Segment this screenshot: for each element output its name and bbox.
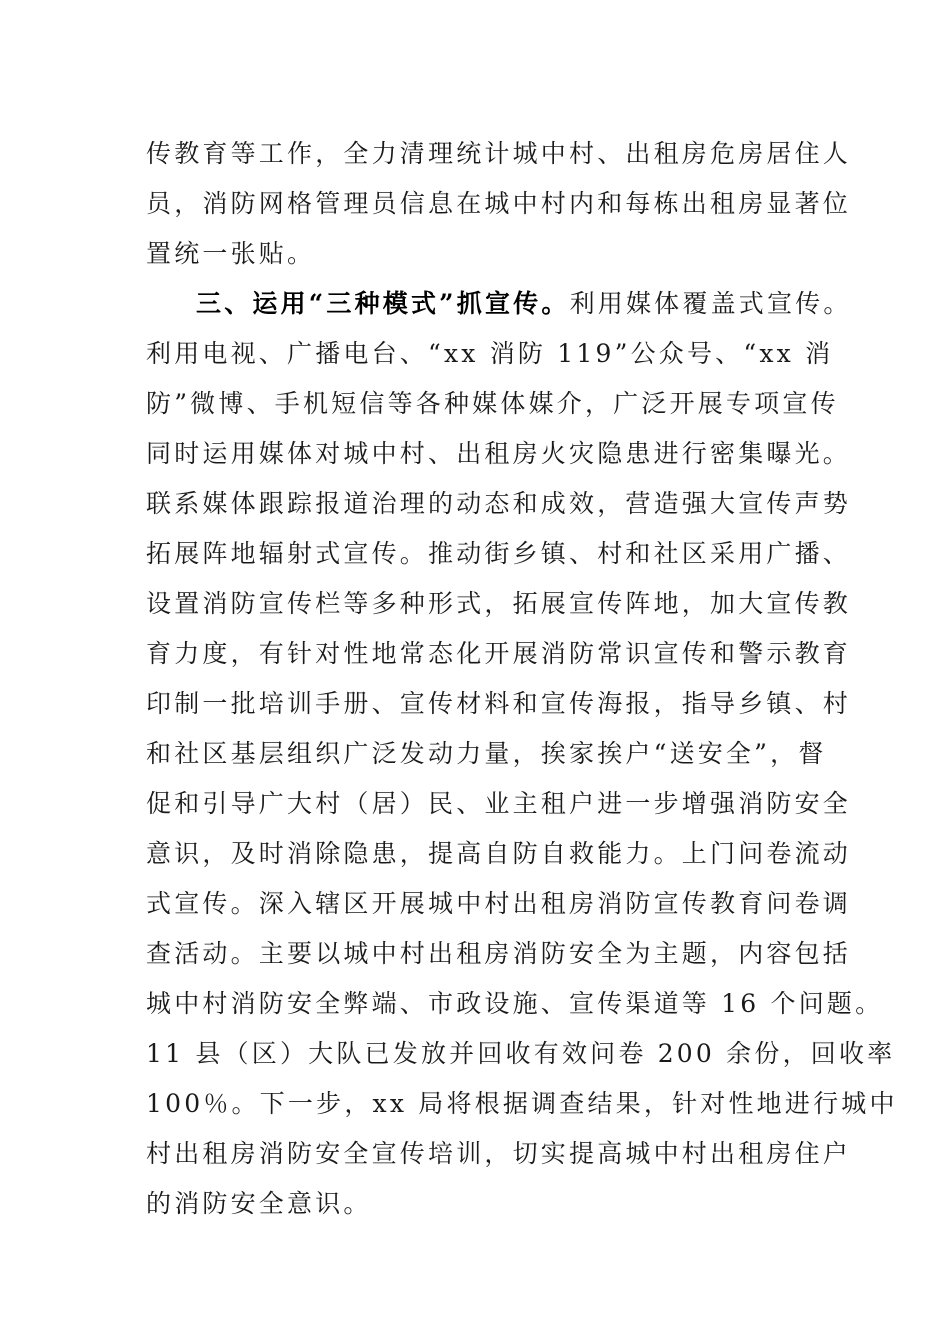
text-run: 利用媒体覆盖式宣传。 xyxy=(569,289,852,318)
text-line: 利用电视、广播电台、“xx 消防 119”公众号、“xx 消 xyxy=(146,339,834,368)
text-line: 促和引导广大村（居）民、业主租户进一步增强消防安全 xyxy=(146,789,852,818)
text-line: 拓展阵地辐射式宣传。推动街乡镇、村和社区采用广播、 xyxy=(146,539,852,568)
text-line: 置统一张贴。 xyxy=(146,239,316,268)
text-line: 式宣传。深入辖区开展城中村出租房消防宣传教育问卷调 xyxy=(146,889,852,918)
text-line: 联系媒体跟踪报道治理的动态和成效，营造强大宣传声势 xyxy=(146,489,852,518)
section-heading: 三、运用“三种模式”抓宣传。 xyxy=(196,289,570,318)
text-line: 11 县（区）大队已发放并回收有效问卷 200 余份，回收率 xyxy=(146,1039,896,1068)
text-line: 育力度，有针对性地常态化开展消防常识宣传和警示教育 xyxy=(146,639,852,668)
text-line: 城中村消防安全弊端、市政设施、宣传渠道等 16 个问题。 xyxy=(146,989,884,1018)
text-line: 防”微博、手机短信等各种媒体媒介，广泛开展专项宣传 xyxy=(146,389,839,418)
text-line: 员，消防网格管理员信息在城中村内和每栋出租房显著位 xyxy=(146,189,852,218)
text-line: 的消防安全意识。 xyxy=(146,1189,372,1218)
text-line: 意识，及时消除隐患，提高自防自救能力。上门问卷流动 xyxy=(146,839,852,868)
text-line: 村出租房消防安全宣传培训，切实提高城中村出租房住户 xyxy=(146,1139,852,1168)
text-line: 传教育等工作，全力清理统计城中村、出租房危房居住人 xyxy=(146,139,852,168)
text-line: 和社区基层组织广泛发动力量，挨家挨户“送安全”，督 xyxy=(146,739,827,768)
text-line: 100％。下一步，xx 局将根据调查结果，针对性地进行城中 xyxy=(146,1089,898,1118)
text-line: 设置消防宣传栏等多种形式，拓展宣传阵地，加大宣传教 xyxy=(146,589,852,618)
text-line: 查活动。主要以城中村出租房消防安全为主题，内容包括 xyxy=(146,939,852,968)
section-paragraph-start xyxy=(196,289,852,319)
text-line: 印制一批培训手册、宣传材料和宣传海报，指导乡镇、村 xyxy=(146,689,852,718)
text-line: 同时运用媒体对城中村、出租房火灾隐患进行密集曝光。 xyxy=(146,439,852,468)
